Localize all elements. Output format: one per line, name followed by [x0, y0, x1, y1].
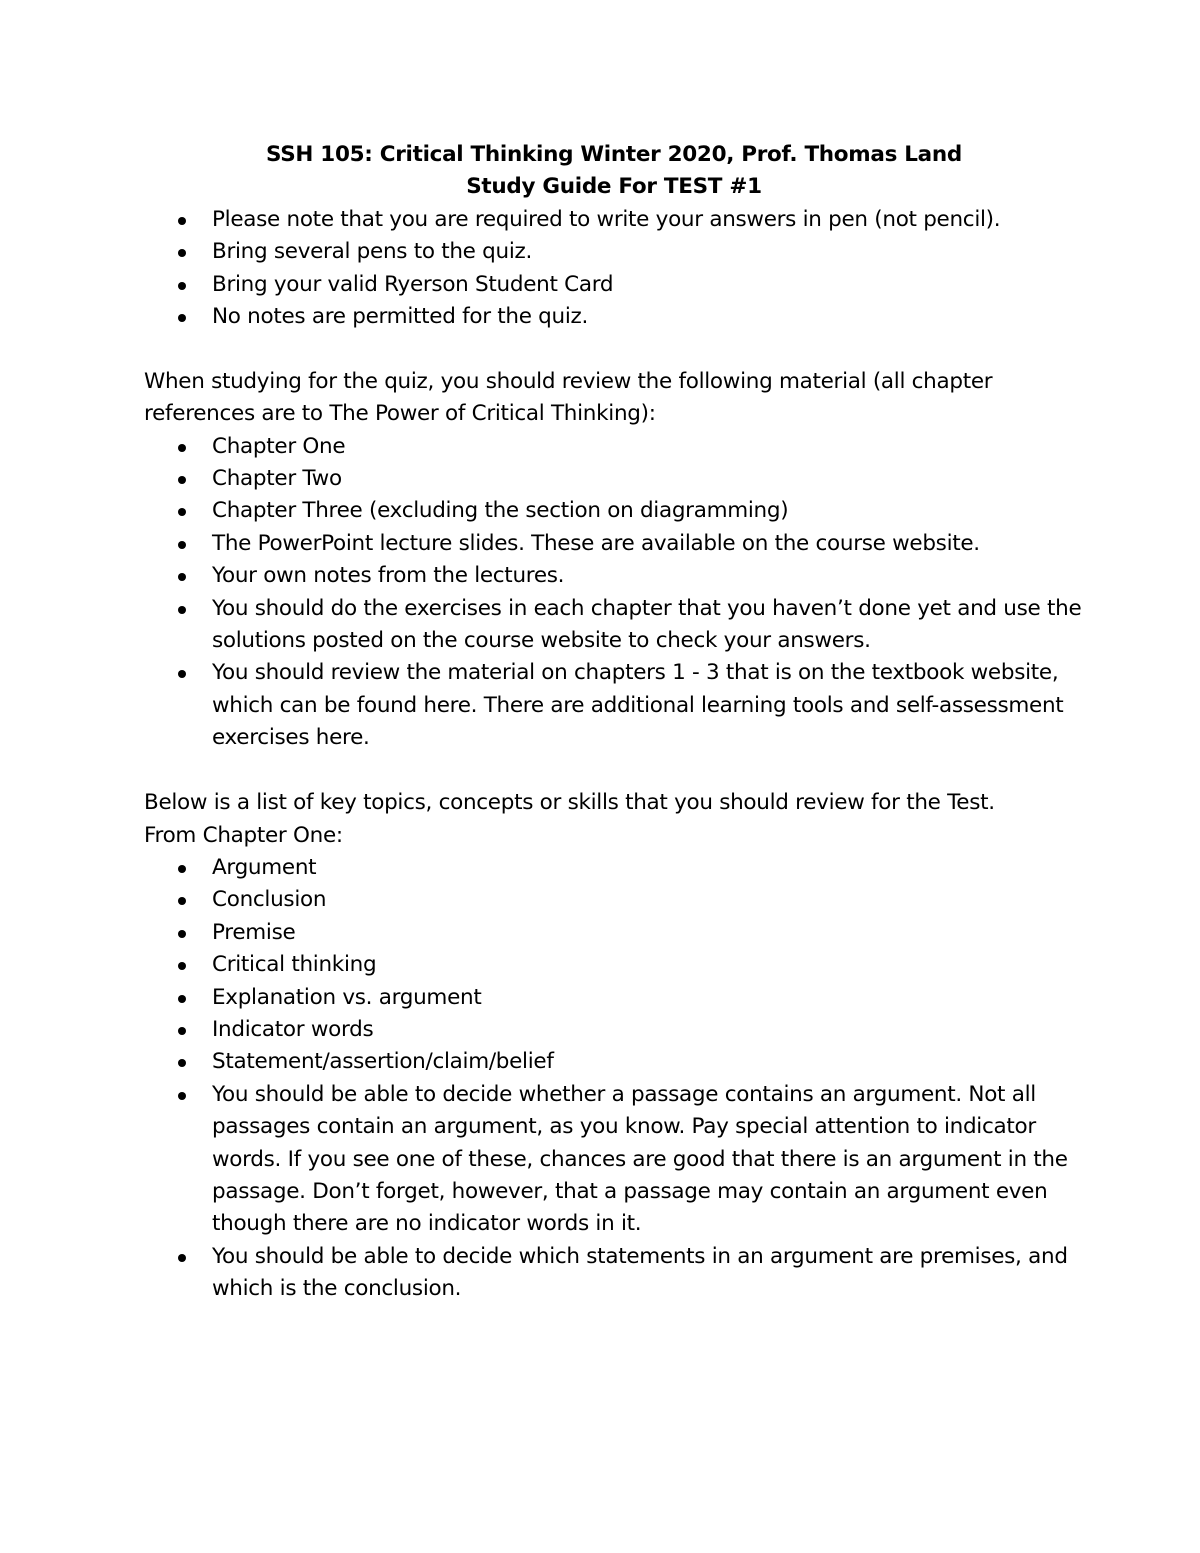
chapter-one-heading: From Chapter One: — [144, 822, 343, 848]
list-item — [144, 949, 1084, 981]
spacer — [144, 755, 1084, 787]
list-item-text: Chapter Three (excluding the section on diagramming) — [212, 498, 789, 524]
bullet-icon — [178, 444, 186, 452]
list-item-text: Chapter One — [212, 433, 346, 459]
bullet-icon — [178, 508, 186, 516]
list-item-text: No notes are permitted for the quiz. — [212, 304, 589, 330]
list-item-text: Your own notes from the lectures. — [212, 563, 565, 589]
spacer — [144, 333, 1084, 365]
bullet-icon — [178, 897, 186, 905]
list-item-text: The PowerPoint lecture slides. These are available on the course website. — [212, 530, 980, 556]
study-materials-list — [144, 431, 1084, 755]
list-item — [144, 982, 1084, 1014]
list-item — [144, 301, 1084, 333]
list-item — [144, 463, 1084, 495]
list-item — [144, 204, 1084, 236]
bullet-icon — [178, 314, 186, 322]
list-item — [144, 657, 1084, 754]
list-item — [144, 236, 1084, 268]
list-item — [144, 269, 1084, 301]
list-item-text: You should be able to decide which statements in an argument are premises, and which is the conclusion. — [212, 1243, 1068, 1302]
list-item — [144, 1014, 1084, 1046]
bullet-icon — [178, 1254, 186, 1262]
list-item — [144, 560, 1084, 592]
list-item-text: You should do the exercises in each chapter that you haven’t done yet and use the solutions posted on the course website to check your answers. — [212, 595, 1082, 654]
list-item — [144, 917, 1084, 949]
list-item — [144, 593, 1084, 658]
list-item — [144, 852, 1084, 884]
chapter-one-topics-list — [144, 852, 1084, 1306]
list-item-text: Explanation vs. argument — [212, 984, 482, 1010]
list-item — [144, 1046, 1084, 1078]
quiz-notes-list — [144, 204, 1084, 334]
bullet-icon — [178, 995, 186, 1003]
bullet-icon — [178, 1027, 186, 1035]
list-item-text: You should be able to decide whether a passage contains an argument. Not all passages contain an argument, as you know. Pay special attention to indicator words. If you see one of these, chances are good that there is an argument in the passage. Don’t forget, however, that a passage may contain an argument even though there are no indicator words in it. — [212, 1081, 1068, 1237]
bullet-icon — [178, 282, 186, 290]
list-item-text: Conclusion — [212, 887, 327, 913]
list-item — [144, 1079, 1084, 1241]
list-item-text: You should review the material on chapters 1 - 3 that is on the textbook website, which can be found here. There are additional learning tools and self-assessment exercises here. — [212, 660, 1064, 751]
bullet-icon — [178, 962, 186, 970]
bullet-icon — [178, 476, 186, 484]
list-item-text: Bring your valid Ryerson Student Card — [212, 271, 614, 297]
bullet-icon — [178, 573, 186, 581]
list-item-text: Bring several pens to the quiz. — [212, 239, 533, 265]
title-line-2: Study Guide For TEST #1 — [466, 174, 762, 200]
list-item — [144, 431, 1084, 463]
list-item-text: Chapter Two — [212, 466, 342, 492]
study-guide-page — [144, 139, 1084, 1306]
bullet-icon — [178, 865, 186, 873]
list-item — [144, 1241, 1084, 1306]
bullet-icon — [178, 217, 186, 225]
list-item-text: Statement/assertion/claim/belief — [212, 1049, 554, 1075]
list-item-text: Critical thinking — [212, 952, 377, 978]
bullet-icon — [178, 930, 186, 938]
bullet-icon — [178, 606, 186, 614]
list-item — [144, 884, 1084, 916]
list-item-text: Argument — [212, 854, 317, 880]
bullet-icon — [178, 541, 186, 549]
list-item — [144, 528, 1084, 560]
topics-intro-paragraph: Below is a list of key topics, concepts or skills that you should review for the Test. — [144, 790, 995, 816]
title-line-1: SSH 105: Critical Thinking Winter 2020, Prof. Thomas Land — [266, 142, 962, 167]
list-item-text: Please note that you are required to write your answers in pen (not pencil). — [212, 206, 1001, 232]
bullet-icon — [178, 1092, 186, 1100]
bullet-icon — [178, 670, 186, 678]
list-item — [144, 495, 1084, 527]
bullet-icon — [178, 1059, 186, 1067]
bullet-icon — [178, 249, 186, 257]
list-item-text: Premise — [212, 919, 296, 945]
list-item-text: Indicator words — [212, 1016, 374, 1042]
study-intro-paragraph: When studying for the quiz, you should review the following material (all chapter references are to The Power of Critical Thinking): — [144, 368, 993, 427]
